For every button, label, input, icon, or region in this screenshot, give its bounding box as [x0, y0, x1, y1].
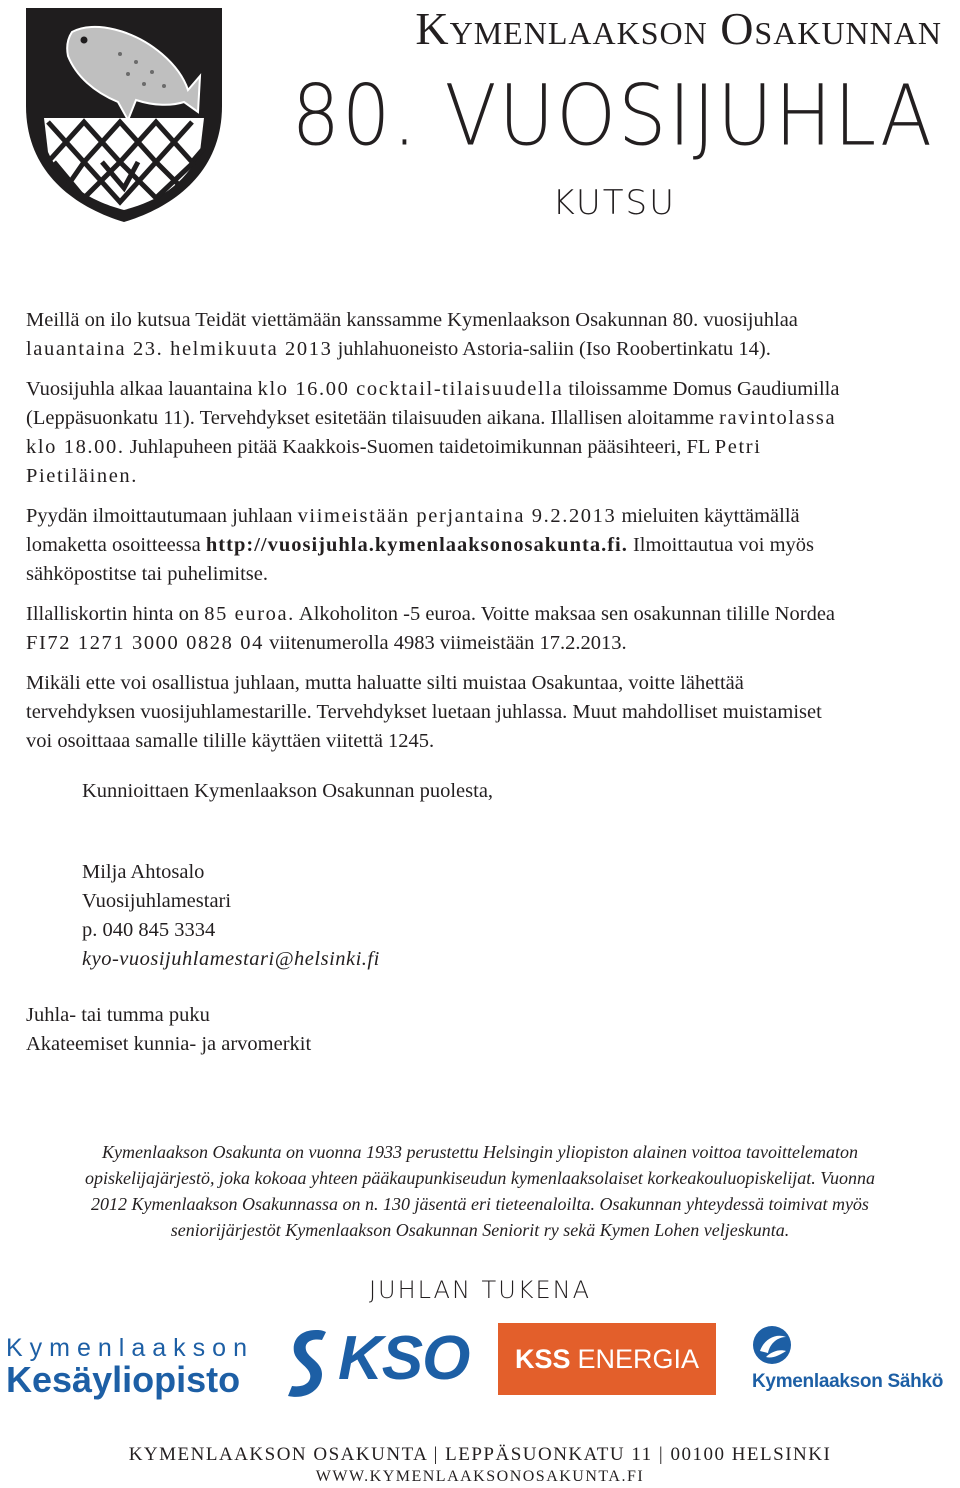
coat-of-arms-icon: [24, 2, 224, 224]
registration-link[interactable]: http://vuosijuhla.kymenlaaksonosakunta.fi.: [205, 534, 628, 556]
paragraph-intro: Meillä on ilo kutsua Teidät viettämään kanssamme Kymenlaakson Osakunnan 80. vuosijuhlaa lauantaina 23. helmikuuta 2013 juhlahuoneisto Astoria-saliin (Iso Roobertinkatu 14).: [26, 309, 798, 360]
kymenlaakson-sahko-logo: Kymenlaakson Sähkö: [752, 1325, 956, 1397]
footer: [0, 1444, 960, 1488]
signer-email[interactable]: kyo-vuosijuhlamestari@helsinki.fi: [82, 948, 380, 970]
paragraph-schedule: Vuosijuhla alkaa lauantaina klo 16.00 cocktail-tilaisuudella tiloissamme Domus Gaudiumilla (Leppäsuonkatu 11). Tervehdykset esitetään tilaisuuden aikana. Illallisen aloitamme ravintolassa klo 18.00. Juhlapuheen pitää Kaakkois-Suomen taidetoimikunnan pääsihteeri, FL Petri Pietiläinen.: [26, 378, 840, 487]
kso-s-mark-icon: [286, 1328, 332, 1398]
sponsors-heading: JUHLAN TUKENA: [368, 1276, 592, 1304]
paragraph-registration: Pyydän ilmoittautumaan juhlaan viimeistään perjantaina 9.2.2013 mieluiten käyttämällä lomaketta osoitteessa http://vuosijuhla.kymenlaaksonosakunta.fi. Ilmoittautua voi myös sähköpostitse tai puhelimitse.: [26, 505, 815, 585]
closing-salutation: Kunnioittaen Kymenlaakson Osakunnan puolesta,: [82, 780, 494, 802]
footer-address: KYMENLAAKSON OSAKUNTA | LEPPÄSUONKATU 11 | 00100 HELSINKI: [128, 1444, 832, 1465]
footer-website[interactable]: WWW.KYMENLAAKSONOSAKUNTA.FI: [315, 1468, 645, 1485]
signer-name: Milja Ahtosalo: [82, 861, 205, 883]
kesayliopisto-logo: Kymenlaakson Kesäyliopisto: [6, 1334, 254, 1400]
kss-energia-logo: KSS ENERGIA: [498, 1323, 716, 1395]
kso-logo: KSO: [286, 1326, 448, 1398]
invitation-subtitle: KUTSU: [552, 183, 676, 223]
sahko-swirl-icon: [752, 1325, 792, 1365]
signature-block: [82, 858, 380, 974]
paragraph-payment: Illalliskortin hinta on 85 euroa. Alkoholiton -5 euroa. Voitte maksaa sen osakunnan tilille Nordea FI72 1271 3000 0828 04 viitenumerolla 4983 viimeistään 17.2.2013.: [26, 603, 836, 654]
invitation-title-organization: Kymenlaakson Osakunnan: [415, 3, 942, 54]
signer-role: Vuosijuhlamestari: [82, 890, 232, 912]
signer-phone: p. 040 845 3334: [82, 919, 216, 941]
paragraph-greetings: Mikäli ette voi osallistua juhlaan, mutta haluatte silti muistaa Osakuntaa, voitte lähettää tervehdyksen vuosijuhlamestarille. Tervehdykset luetaan juhlassa. Muut mahdolliset muistamiset voi osoittaaa samalle tilille käyttäen viitettä 1245.: [26, 672, 822, 752]
dress-code: Juhla- tai tumma puku Akateemiset kunnia- ja arvomerkit: [26, 1004, 312, 1055]
about-organization: Kymenlaakson Osakunta on vuonna 1933 perustettu Helsingin yliopiston alainen voittoa tavoittelematon opiskelijajärjestö, joka kokoaa yhteen pääkaupunkiseudun kymenlaaksolaiset korkeakouluopiskelijat. Vuonna 2012 Kymenlaakson Osakunnassa on n. 130 jäsentä eri tieteenaloilta. Osakunnan yhteydessä toimivat myös seniorijärjestöt Kymenlaakson Osakunnan Seniorit ry sekä Kymen Lohen veljeskunta.: [85, 1142, 875, 1240]
invitation-body: [26, 306, 946, 767]
invitation-title-event: 80. VUOSIJUHLA: [291, 66, 934, 165]
